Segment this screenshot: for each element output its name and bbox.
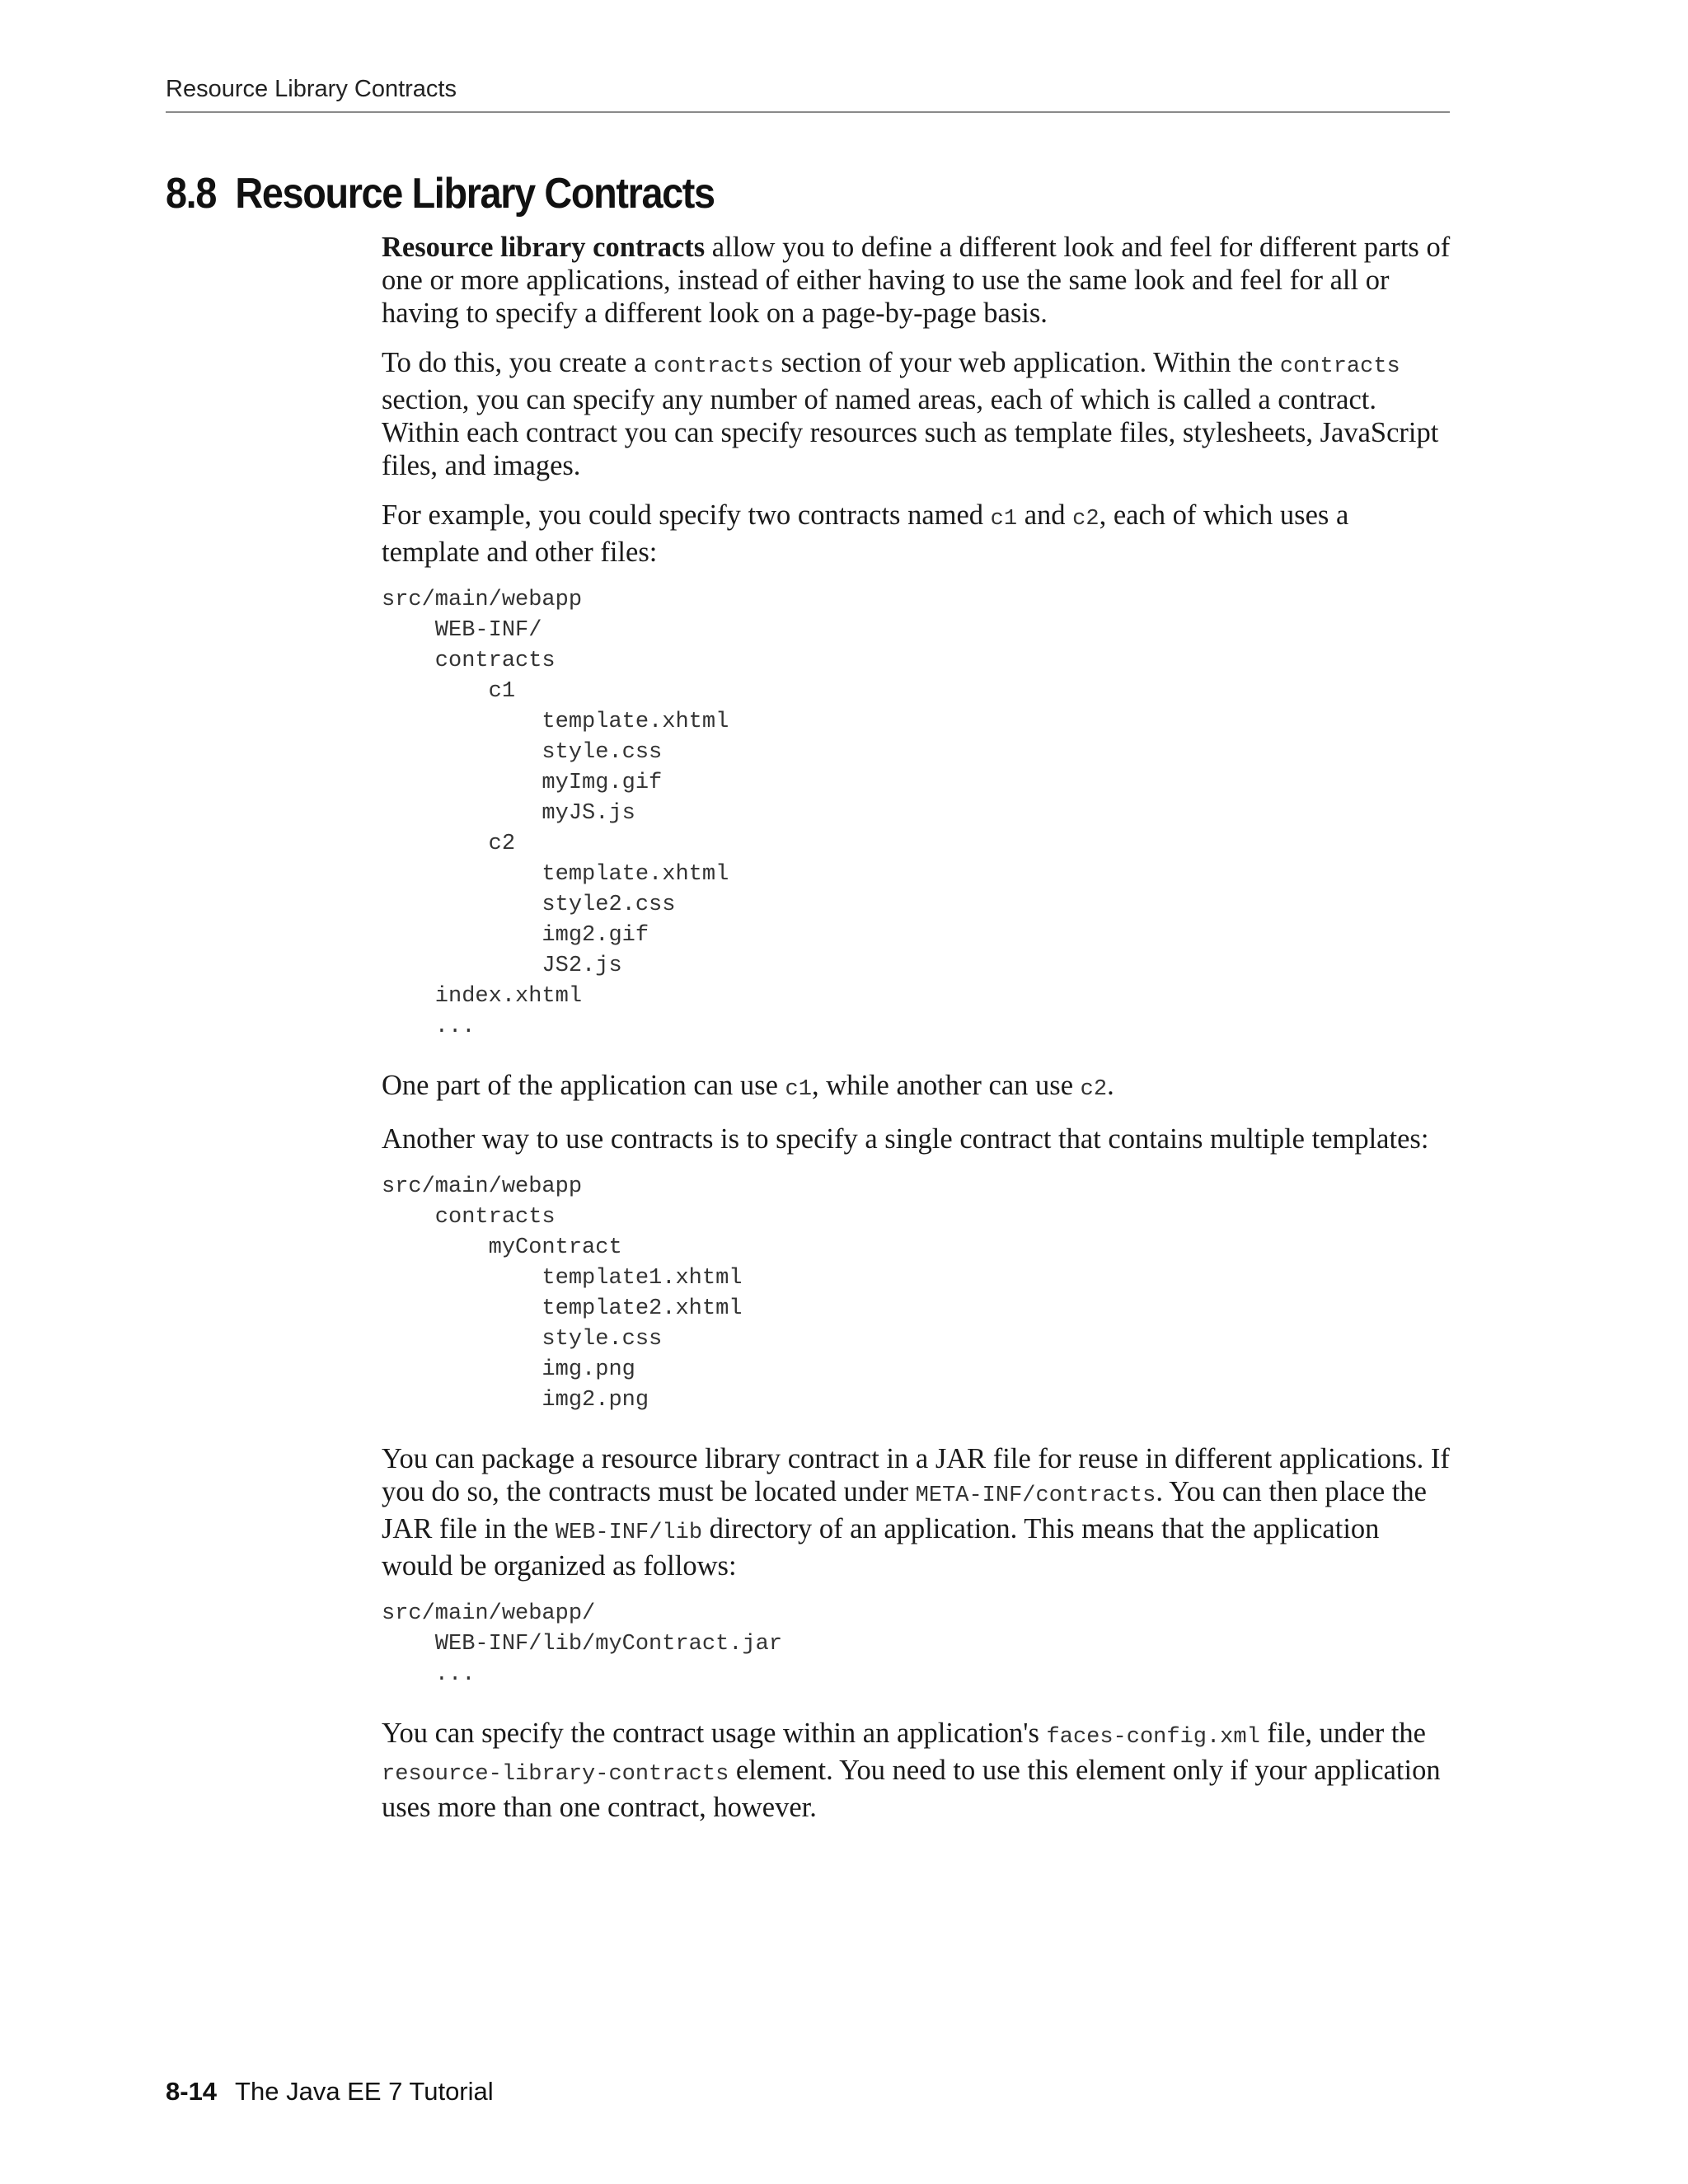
text-run: One part of the application can use — [382, 1070, 785, 1101]
paragraph-faces-config — [382, 1717, 1453, 1824]
inline-code: META-INF/contracts — [915, 1483, 1156, 1508]
inline-code: c1 — [990, 507, 1018, 532]
text-run: directory of an application. This means that the application would be organized as follows: — [382, 1513, 1380, 1582]
paragraph-jar-packaging — [382, 1442, 1453, 1582]
inline-code: c2 — [1080, 1077, 1108, 1102]
text-run: and — [1017, 499, 1073, 531]
section-title-text: Resource Library Contracts — [235, 170, 715, 218]
text-run: , while another can use — [811, 1070, 1081, 1101]
inline-code: resource-library-contracts — [382, 1762, 729, 1787]
paragraph-example — [382, 499, 1453, 569]
section-title — [166, 169, 715, 218]
page-footer — [166, 2077, 494, 2107]
text-run: For example, you could specify two contracts named — [382, 499, 991, 531]
book-title: The Java EE 7 Tutorial — [235, 2077, 494, 2106]
inline-code: faces-config.xml — [1046, 1725, 1260, 1750]
paragraph-usage — [382, 1069, 1453, 1106]
section-body — [382, 231, 1453, 1840]
running-header-title: Resource Library Contracts — [166, 76, 457, 102]
inline-code: contracts — [1279, 354, 1400, 379]
text-run: element. You need to use this element only if your application uses more than one contract, however. — [382, 1755, 1441, 1823]
text-run: You can specify the contract usage within an application's — [382, 1718, 1047, 1749]
text-run: , each of which uses a template and other files: — [382, 499, 1349, 568]
code-block-single-contract: src/main/webapp contracts myContract template1.xhtml template2.xhtml style.css img.png img2.png — [382, 1174, 743, 1413]
running-header — [166, 76, 1450, 113]
code-block-jar-layout: src/main/webapp/ WEB-INF/lib/myContract.jar ... — [382, 1601, 783, 1687]
text-run: To do this, you create a — [382, 347, 654, 378]
text-run: file, under the — [1259, 1718, 1426, 1749]
inline-code: contracts — [654, 354, 774, 379]
text-run: . You can then place the JAR file in the — [382, 1476, 1427, 1544]
code-block-two-contracts: src/main/webapp WEB-INF/ contracts c1 template.xhtml style.css myImg.gif myJS.js c2 template.xhtml style2.css img2.gif JS2.js index.xhtml ... — [382, 588, 729, 1039]
text-run: section of your web application. Within the — [773, 347, 1280, 378]
page-number: 8-14 — [166, 2077, 218, 2106]
paragraph-contracts-section — [382, 346, 1453, 482]
inline-code: c2 — [1072, 507, 1100, 532]
section-number: 8.8 — [166, 170, 217, 218]
paragraph-intro-text: allow you to define a different look and feel for different parts of one or more applications, instead of either having to use the same look and feel for all or having to specify a different look on a page-by-page basis. — [382, 232, 1451, 329]
text-run: You can package a resource library contract in a JAR file for reuse in different applications. If you do so, the contracts must be located under — [382, 1443, 1450, 1507]
text-run: . — [1107, 1070, 1114, 1101]
term-resource-library-contracts: Resource library contracts — [382, 232, 706, 263]
inline-code: c1 — [785, 1077, 812, 1102]
text-run: section, you can specify any number of named areas, each of which is called a contract. Within each contract you can specify resources such as template files, stylesheets, JavaScript files, and images. — [382, 384, 1439, 481]
paragraph-single-contract: Another way to use contracts is to specify a single contract that contains multiple templates: — [382, 1123, 1429, 1155]
inline-code: WEB-INF/lib — [555, 1521, 703, 1545]
paragraph-intro — [382, 231, 1453, 330]
